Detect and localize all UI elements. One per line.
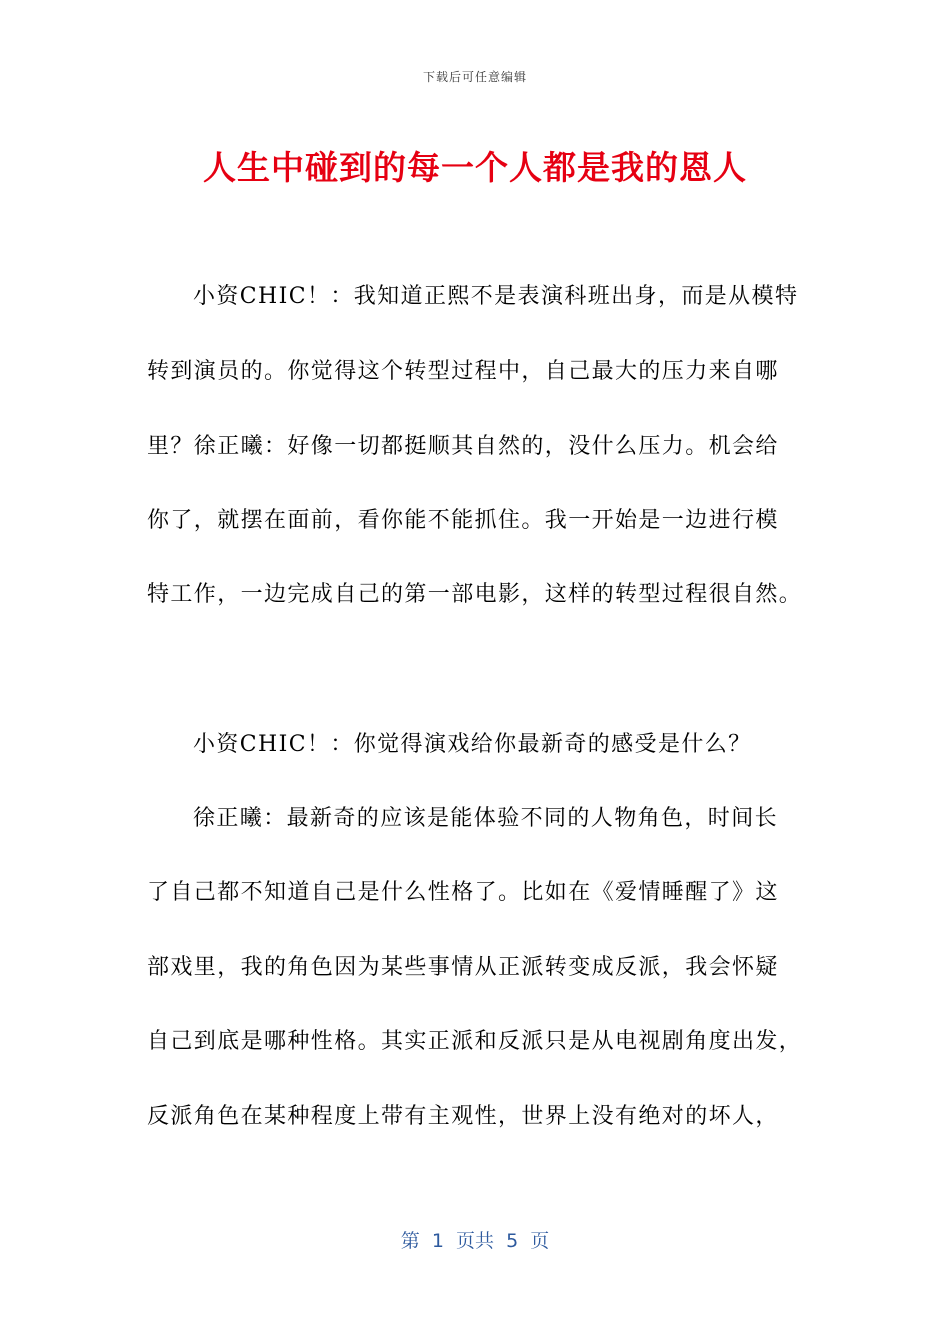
body-line-11: 反派角色在某种程度上带有主观性，世界上没有绝对的坏人，	[147, 1104, 779, 1129]
body-line-9: 部戏里，我的角色因为某些事情从正派转变成反派，我会怀疑	[147, 955, 779, 980]
header-note: 下载后可任意编辑	[422, 70, 527, 84]
body-line-3: 里？徐正曦：好像一切都挺顺其自然的，没什么压力。机会给	[147, 434, 779, 459]
body-line-6: 小资CHIC！：你觉得演戏给你最新奇的感受是什么？	[193, 732, 752, 757]
document-title: 人生中碰到的每一个人都是我的恩人	[203, 148, 747, 187]
body-line-4: 你了，就摆在面前，看你能不能抓住。我一开始是一边进行模	[147, 508, 779, 533]
body-line-1: 小资CHIC！：我知道正熙不是表演科班出身，而是从模特	[193, 284, 799, 309]
body-line-5: 特工作，一边完成自己的第一部电影，这样的转型过程很自然。	[147, 582, 803, 607]
body-line-8: 了自己都不知道自己是什么性格了。比如在《爱情睡醒了》这	[147, 880, 779, 905]
body-line-7: 徐正曦：最新奇的应该是能体验不同的人物角色，时间长	[193, 806, 779, 831]
body-line-2: 转到演员的。你觉得这个转型过程中，自己最大的压力来自哪	[147, 359, 779, 384]
body-line-10: 自己到底是哪种性格。其实正派和反派只是从电视剧角度出发，	[147, 1029, 803, 1054]
page-footer: 第 1 页共 5 页	[400, 1230, 550, 1252]
